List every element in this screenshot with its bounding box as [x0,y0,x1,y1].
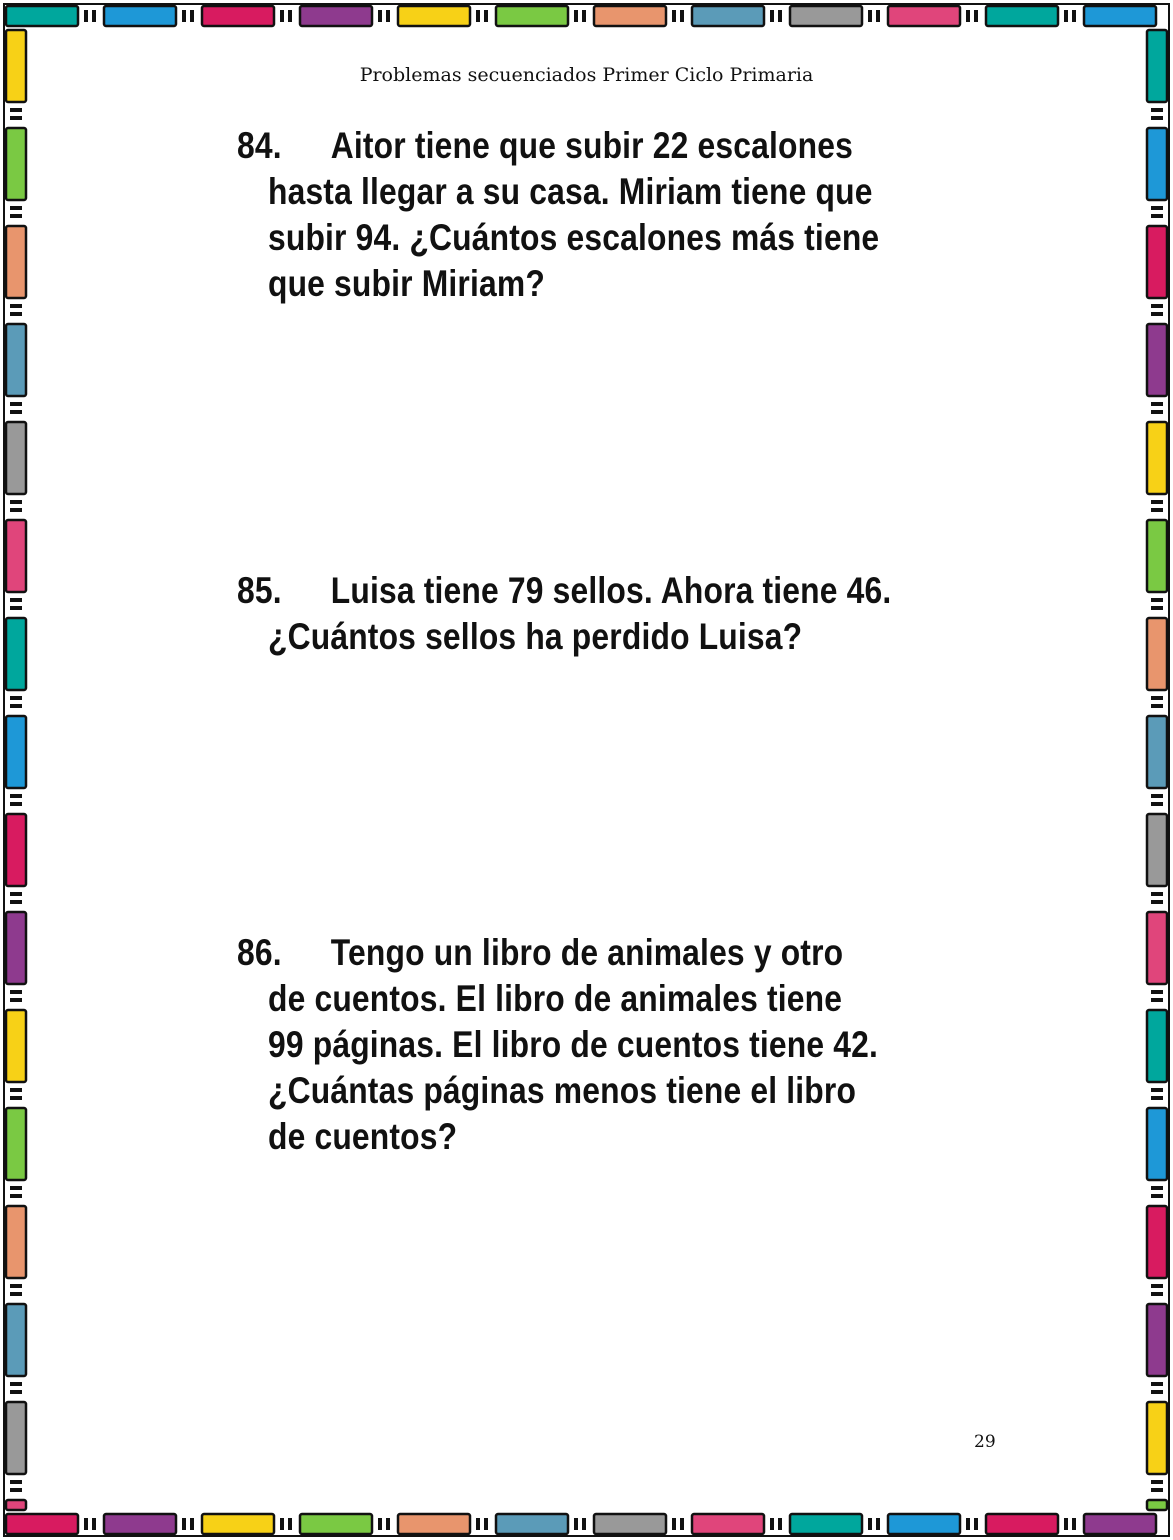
border-tick [10,108,22,112]
border-tick [876,10,880,22]
border-tick [10,802,22,806]
border-segment [6,1010,26,1082]
border-tick [10,1088,22,1092]
border-tick [288,1518,292,1530]
border-tick [10,1292,22,1296]
border-tick [1151,1390,1163,1394]
border-segment [398,6,470,26]
problem-text-line: 99 páginas. El libro de cuentos tiene 42. [267,1024,879,1065]
border-tick [574,1518,578,1530]
border-tick [10,606,22,610]
border-segment [1084,1514,1156,1534]
border-tick [10,410,22,414]
border-segment [790,1514,862,1534]
border-segment [1147,1010,1167,1082]
border-tick [10,1194,22,1198]
border-tick [288,10,292,22]
border-segment [1147,520,1167,592]
border-tick [10,998,22,1002]
border-tick [868,1518,872,1530]
border-tick [1151,900,1163,904]
border-segment [6,226,26,298]
border-segment [6,814,26,886]
border-tick [386,10,390,22]
border-tick [1151,402,1163,406]
border-tick [84,1518,88,1530]
border-tick [582,10,586,22]
border-tick [672,1518,676,1530]
problem-number: 85. [237,570,282,611]
border-segment [1147,716,1167,788]
page-number: 29 [974,1432,996,1452]
problem-text-line: de cuentos? [267,1116,458,1157]
border-segment [300,6,372,26]
border-tick [10,696,22,700]
border-tick [574,10,578,22]
border-tick [10,500,22,504]
border-tick [484,1518,488,1530]
border-segment [496,1514,568,1534]
border-tick [378,10,382,22]
border-tick [182,10,186,22]
border-tick [1072,10,1076,22]
border-segment [6,1402,26,1474]
border-segment [6,324,26,396]
border-segment [398,1514,470,1534]
border-tick [10,1488,22,1492]
problem-85 [237,568,891,660]
border-segment [6,1500,26,1510]
problem-text-line: ¿Cuántos sellos ha perdido Luisa? [267,616,803,657]
border-tick [10,900,22,904]
page-header: Problemas secuenciados Primer Ciclo Primaria [359,64,814,86]
border-tick [484,10,488,22]
problem-86 [237,930,891,1160]
border-segment [1147,1500,1167,1510]
border-segment [1147,618,1167,690]
problem-text-line: subir 94. ¿Cuántos escalones más tiene [267,217,880,258]
border-segment [1147,1304,1167,1376]
border-segment [888,1514,960,1534]
border-tick [476,10,480,22]
border-segment [202,6,274,26]
border-tick [1151,1096,1163,1100]
border-segment [692,1514,764,1534]
border-tick [966,10,970,22]
border-segment [202,1514,274,1534]
border-tick [876,1518,880,1530]
border-tick [10,206,22,210]
border-tick [1151,116,1163,120]
border-segment [6,1514,78,1534]
border-tick [1151,508,1163,512]
border-segment [888,6,960,26]
border-tick [778,10,782,22]
border-tick [10,1096,22,1100]
border-tick [1064,10,1068,22]
border-tick [1151,1194,1163,1198]
border-tick [1151,1488,1163,1492]
border-tick [1151,606,1163,610]
border-tick [1151,1186,1163,1190]
border-segment [1147,226,1167,298]
border-tick [10,1382,22,1386]
border-segment [1147,422,1167,494]
border-tick [10,214,22,218]
border-tick [84,10,88,22]
border-tick [582,1518,586,1530]
border-tick [190,1518,194,1530]
border-tick [1151,598,1163,602]
border-tick [10,1390,22,1394]
border-tick [10,1480,22,1484]
border-tick [1151,214,1163,218]
border-segment [1147,324,1167,396]
border-tick [1064,1518,1068,1530]
border-tick [280,1518,284,1530]
border-tick [10,794,22,798]
border-segment [6,716,26,788]
border-tick [10,1284,22,1288]
border-segment [6,618,26,690]
border-tick [966,1518,970,1530]
border-tick [1151,1480,1163,1484]
border-tick [770,10,774,22]
border-tick [182,1518,186,1530]
border-segment [594,6,666,26]
border-tick [10,704,22,708]
border-segment [6,520,26,592]
border-segment [6,1304,26,1376]
border-segment [986,6,1058,26]
border-tick [10,312,22,316]
border-segment [1147,1108,1167,1180]
border-segment [692,6,764,26]
border-tick [10,1186,22,1190]
problem-number: 86. [237,932,282,973]
problem-text-line: ¿Cuántas páginas menos tiene el libro [267,1070,857,1111]
border-tick [1151,990,1163,994]
border-segment [1147,128,1167,200]
border-tick [680,10,684,22]
border-tick [778,1518,782,1530]
border-segment [1147,814,1167,886]
problem-text-line: de cuentos. El libro de animales tiene [267,978,843,1019]
border-segment [790,6,862,26]
border-tick [1151,998,1163,1002]
problem-text-line: hasta llegar a su casa. Miriam tiene que [267,171,873,212]
border-tick [1151,206,1163,210]
border-tick [10,402,22,406]
border-tick [1151,794,1163,798]
border-tick [868,10,872,22]
border-tick [770,1518,774,1530]
border-tick [1151,410,1163,414]
border-tick [10,304,22,308]
border-tick [1151,500,1163,504]
border-tick [386,1518,390,1530]
border-tick [10,990,22,994]
border-tick [1072,1518,1076,1530]
border-tick [378,1518,382,1530]
border-tick [92,1518,96,1530]
border-segment [104,1514,176,1534]
border-segment [1147,912,1167,984]
border-tick [974,1518,978,1530]
border-tick [10,892,22,896]
border-tick [974,10,978,22]
border-tick [1151,1292,1163,1296]
border-tick [1151,696,1163,700]
border-tick [190,10,194,22]
border-tick [1151,1088,1163,1092]
border-segment [1084,6,1156,26]
border-segment [300,1514,372,1534]
border-tick [10,116,22,120]
border-segment [6,6,78,26]
border-segment [6,128,26,200]
border-segment [1147,1206,1167,1278]
border-segment [986,1514,1058,1534]
problem-number: 84. [237,125,282,166]
border-tick [1151,892,1163,896]
border-tick [1151,802,1163,806]
border-tick [672,10,676,22]
border-tick [1151,108,1163,112]
border-segment [6,1206,26,1278]
problem-text-line: que subir Miriam? [267,263,545,304]
border-segment [6,1108,26,1180]
problem-text-line: Luisa tiene 79 sellos. Ahora tiene 46. [330,570,892,611]
border-tick [92,10,96,22]
border-tick [1151,1382,1163,1386]
problem-text-line: Tengo un libro de animales y otro [330,932,844,973]
border-segment [6,422,26,494]
border-segment [594,1514,666,1534]
border-segment [6,912,26,984]
border-tick [1151,1284,1163,1288]
border-tick [1151,312,1163,316]
border-tick [476,1518,480,1530]
border-tick [10,508,22,512]
border-tick [10,598,22,602]
problem-text-line: Aitor tiene que subir 22 escalones [330,125,853,166]
border-tick [280,10,284,22]
border-segment [104,6,176,26]
border-tick [680,1518,684,1530]
border-tick [1151,304,1163,308]
border-segment [496,6,568,26]
border-segment [1147,1402,1167,1474]
border-tick [1151,704,1163,708]
problem-84 [237,123,891,307]
